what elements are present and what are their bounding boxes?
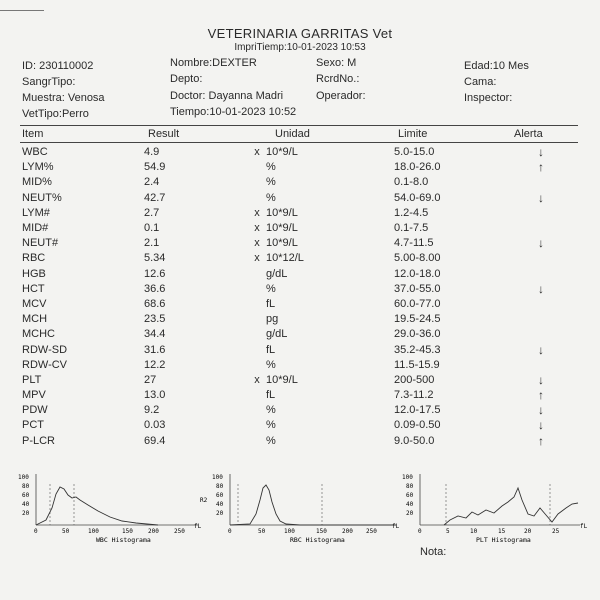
svg-text:5: 5 [446, 528, 450, 535]
table-row [22, 434, 578, 449]
wbc-curve [36, 487, 158, 525]
patient-id: ID: 230110002 [22, 60, 94, 72]
hist-y-ticks [402, 474, 414, 517]
col-alert: Alerta [514, 128, 543, 140]
result-multiplier [248, 312, 266, 327]
result-item: NEUT% [22, 191, 62, 204]
result-item: PCT [22, 419, 44, 432]
result-item: LYM% [22, 161, 54, 174]
result-limit: 4.7-11.5 [394, 237, 434, 250]
bed: Cama: [464, 76, 497, 88]
result-value: 0.03 [144, 419, 166, 432]
plt-histogram [400, 470, 590, 546]
plt-curve [444, 488, 578, 525]
result-multiplier [248, 403, 266, 418]
wbc-histogram [18, 470, 200, 546]
result-limit: 9.0-50.0 [394, 434, 435, 447]
svg-text:0: 0 [418, 528, 422, 535]
result-unit: fL [266, 343, 276, 356]
result-unit: % [266, 191, 276, 204]
result-multiplier: x [254, 373, 260, 386]
department: Depto: [170, 73, 203, 85]
col-limit: Limite [398, 128, 428, 140]
table-row [22, 418, 578, 433]
result-unit: g/dL [266, 328, 288, 341]
result-value: 13.0 [144, 389, 166, 402]
result-limit: 60.0-77.0 [394, 297, 441, 310]
result-alert: ↑ [538, 160, 544, 175]
result-item: P-LCR [22, 434, 56, 447]
result-alert [504, 175, 578, 190]
hist-title: RBC Histograma [290, 536, 345, 544]
result-unit: 10*9/L [266, 146, 298, 159]
result-limit: 29.0-36.0 [394, 328, 441, 341]
result-item: MCH [22, 313, 48, 326]
svg-text:60: 60 [406, 492, 414, 499]
result-unit: % [266, 161, 276, 174]
result-multiplier [248, 342, 266, 357]
svg-text:20: 20 [22, 510, 30, 517]
svg-text:250: 250 [366, 528, 377, 535]
svg-text:100: 100 [18, 474, 29, 481]
hist-y-ticks [18, 474, 30, 517]
svg-text:fL: fL [194, 523, 202, 530]
svg-text:200: 200 [342, 528, 353, 535]
sample-type: Muestra: Venosa [22, 92, 105, 104]
svg-text:10: 10 [470, 528, 478, 535]
svg-text:60: 60 [22, 492, 30, 499]
result-alert [504, 221, 578, 236]
result-unit: 10*9/L [266, 206, 298, 219]
col-unit: Unidad [275, 128, 310, 140]
result-item: HCT [22, 282, 45, 295]
result-alert [504, 312, 578, 327]
result-value: 12.6 [144, 267, 166, 280]
result-alert [504, 358, 578, 373]
result-item: RBC [22, 252, 46, 265]
inspector: Inspector: [464, 92, 513, 104]
table-row [22, 403, 578, 418]
svg-text:60: 60 [216, 492, 224, 499]
result-value: 12.2 [144, 358, 166, 371]
result-alert [504, 297, 578, 312]
result-value: 27 [144, 373, 157, 386]
result-multiplier [248, 418, 266, 433]
result-alert: ↑ [538, 388, 544, 403]
table-row [22, 297, 578, 312]
table-row [22, 191, 578, 206]
result-limit: 0.1-7.5 [394, 222, 429, 235]
hist-side-label: R2 [200, 497, 208, 504]
result-unit: fL [266, 389, 276, 402]
col-item: Item [22, 128, 44, 140]
hist-y-ticks [212, 474, 224, 517]
print-time: ImpriTiemp:10-01-2023 10:53 [234, 42, 366, 53]
result-alert [504, 327, 578, 342]
patient-sex: Sexo: M [316, 57, 357, 69]
result-multiplier [248, 267, 266, 282]
result-limit: 5.0-15.0 [394, 146, 435, 159]
result-multiplier [248, 358, 266, 373]
result-multiplier [248, 282, 266, 297]
header-top-rule [20, 125, 578, 126]
result-unit: fL [266, 297, 276, 310]
table-row [22, 236, 578, 251]
col-result: Result [148, 128, 180, 140]
result-item: PLT [22, 373, 42, 386]
result-limit: 5.00-8.00 [394, 252, 441, 265]
doctor: Doctor: Dayanna Madri [170, 90, 284, 102]
result-multiplier [248, 160, 266, 175]
result-limit: 12.0-18.0 [394, 267, 441, 280]
table-row [22, 373, 578, 388]
table-row [22, 221, 578, 236]
result-item: MID# [22, 222, 49, 235]
result-multiplier [248, 191, 266, 206]
sample-time: Tiempo:10-01-2023 10:52 [170, 106, 297, 118]
table-row [22, 267, 578, 282]
result-multiplier: x [254, 222, 260, 235]
record-number: RcrdNo.: [316, 73, 360, 85]
result-multiplier [248, 175, 266, 190]
svg-text:200: 200 [148, 528, 159, 535]
result-alert: ↓ [538, 236, 544, 251]
result-value: 34.4 [144, 328, 166, 341]
result-alert: ↓ [538, 418, 544, 433]
table-row [22, 388, 578, 403]
result-unit: 10*12/L [266, 252, 304, 265]
result-limit: 200-500 [394, 373, 435, 386]
result-multiplier: x [254, 237, 260, 250]
svg-text:250: 250 [174, 528, 185, 535]
table-row [22, 251, 578, 266]
svg-text:25: 25 [552, 528, 560, 535]
svg-text:50: 50 [258, 528, 266, 535]
patient-age: Edad:10 Mes [464, 60, 529, 72]
result-alert: ↓ [538, 145, 544, 160]
table-row [22, 312, 578, 327]
result-limit: 1.2-4.5 [394, 206, 429, 219]
table-row [22, 160, 578, 175]
result-item: NEUT# [22, 237, 59, 250]
result-item: RDW-CV [22, 358, 68, 371]
result-multiplier [248, 297, 266, 312]
result-unit: % [266, 419, 276, 432]
result-alert: ↓ [538, 190, 544, 205]
result-unit: 10*9/L [266, 237, 298, 250]
result-item: WBC [22, 146, 48, 159]
note-label: Nota: [420, 546, 447, 558]
result-limit: 0.09-0.50 [394, 419, 441, 432]
result-value: 31.6 [144, 343, 166, 356]
result-unit: % [266, 358, 276, 371]
result-alert: ↑ [538, 433, 544, 448]
operator: Operador: [316, 90, 366, 102]
result-value: 68.6 [144, 297, 166, 310]
result-limit: 35.2-45.3 [394, 343, 441, 356]
svg-text:100: 100 [402, 474, 413, 481]
result-value: 42.7 [144, 191, 166, 204]
result-limit: 37.0-55.0 [394, 282, 441, 295]
table-row [22, 342, 578, 357]
report-title: VETERINARIA GARRITAS Vet [207, 26, 393, 41]
result-unit: 10*9/L [266, 373, 298, 386]
svg-text:40: 40 [406, 501, 414, 508]
result-unit: 10*9/L [266, 222, 298, 235]
result-value: 69.4 [144, 434, 166, 447]
table-row [22, 145, 578, 160]
result-unit: pg [266, 313, 279, 326]
result-item: MCHC [22, 328, 55, 341]
header-bottom-rule [20, 142, 578, 143]
result-unit: g/dL [266, 267, 288, 280]
result-unit: % [266, 282, 276, 295]
result-limit: 19.5-24.5 [394, 313, 441, 326]
result-alert [504, 267, 578, 282]
hist-title: PLT Histograma [476, 536, 531, 544]
rbc-curve [230, 485, 396, 525]
result-value: 4.9 [144, 146, 160, 159]
result-item: MPV [22, 389, 46, 402]
svg-text:40: 40 [22, 501, 30, 508]
result-value: 0.1 [144, 222, 160, 235]
table-row [22, 206, 578, 221]
table-row [22, 358, 578, 373]
result-value: 5.34 [144, 252, 166, 265]
svg-text:80: 80 [406, 483, 414, 490]
svg-text:40: 40 [216, 501, 224, 508]
result-alert: ↓ [538, 372, 544, 387]
svg-text:15: 15 [498, 528, 506, 535]
svg-text:0: 0 [34, 528, 38, 535]
result-multiplier: x [254, 146, 260, 159]
table-row [22, 327, 578, 342]
svg-text:20: 20 [524, 528, 532, 535]
result-item: HGB [22, 267, 46, 280]
svg-text:100: 100 [88, 528, 99, 535]
result-limit: 0.1-8.0 [394, 176, 429, 189]
result-value: 54.9 [144, 161, 166, 174]
results-table [22, 145, 578, 449]
table-row [22, 282, 578, 297]
result-multiplier [248, 388, 266, 403]
result-limit: 11.5-15.9 [394, 358, 440, 371]
hist-title: WBC Histograma [96, 536, 151, 544]
svg-text:150: 150 [122, 528, 133, 535]
result-alert [504, 206, 578, 221]
result-unit: % [266, 176, 276, 189]
result-multiplier [248, 327, 266, 342]
result-item: RDW-SD [22, 343, 68, 356]
svg-text:0: 0 [228, 528, 232, 535]
result-alert: ↓ [538, 403, 544, 418]
svg-text:20: 20 [406, 510, 414, 517]
result-value: 2.7 [144, 206, 160, 219]
result-item: MCV [22, 297, 47, 310]
result-value: 2.4 [144, 176, 160, 189]
result-value: 2.1 [144, 237, 160, 250]
result-value: 36.6 [144, 282, 166, 295]
vet-type: VetTipo:Perro [22, 108, 89, 120]
result-value: 9.2 [144, 404, 160, 417]
result-item: LYM# [22, 206, 50, 219]
svg-text:100: 100 [284, 528, 295, 535]
result-unit: % [266, 404, 276, 417]
result-unit: % [266, 434, 276, 447]
result-item: MID% [22, 176, 52, 189]
svg-text:20: 20 [216, 510, 224, 517]
svg-text:80: 80 [22, 483, 30, 490]
result-multiplier: x [254, 252, 260, 265]
patient-name: Nombre:DEXTER [170, 57, 257, 69]
svg-text:100: 100 [212, 474, 223, 481]
svg-text:fL: fL [392, 523, 400, 530]
result-limit: 54.0-69.0 [394, 191, 441, 204]
svg-text:fL: fL [580, 523, 588, 530]
svg-text:50: 50 [62, 528, 70, 535]
result-alert: ↓ [538, 342, 544, 357]
scan-edge-line [0, 10, 44, 11]
result-multiplier [248, 434, 266, 449]
result-limit: 7.3-11.2 [394, 389, 434, 402]
svg-text:150: 150 [316, 528, 327, 535]
result-alert [504, 251, 578, 266]
svg-text:80: 80 [216, 483, 224, 490]
result-limit: 12.0-17.5 [394, 404, 441, 417]
result-item: PDW [22, 404, 48, 417]
result-multiplier: x [254, 206, 260, 219]
blood-type: SangrTipo: [22, 76, 76, 88]
result-alert: ↓ [538, 281, 544, 296]
rbc-histogram [200, 470, 400, 546]
result-value: 23.5 [144, 313, 166, 326]
result-limit: 18.0-26.0 [394, 161, 441, 174]
table-row [22, 175, 578, 190]
